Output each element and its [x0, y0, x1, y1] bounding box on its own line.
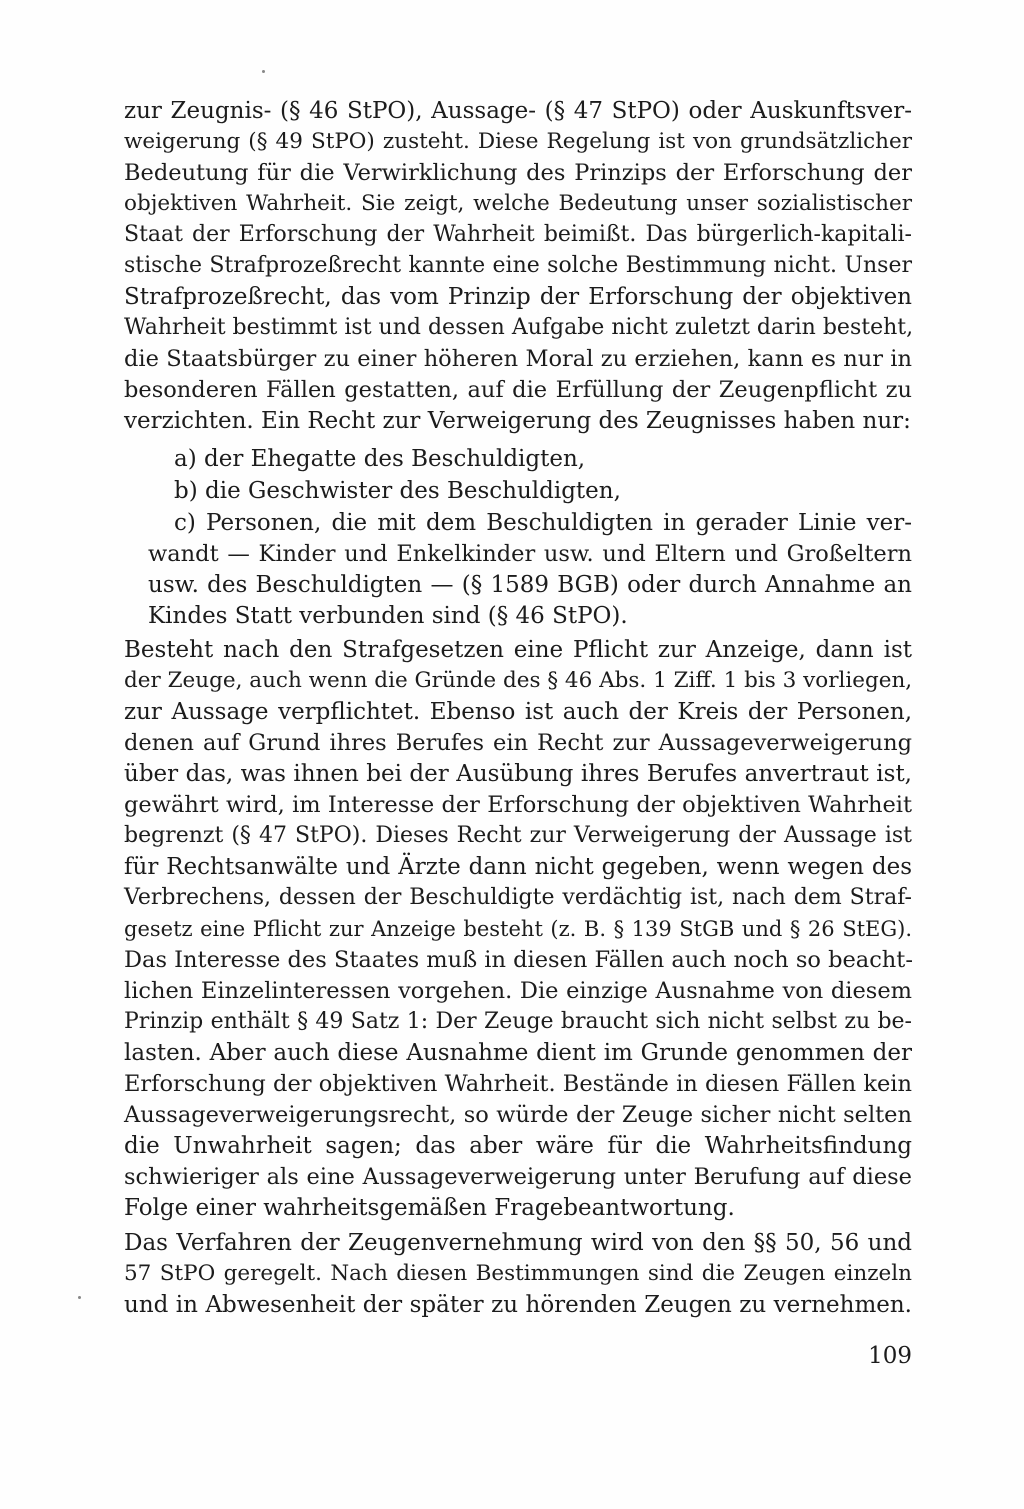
list-item-continuation: usw. des Beschuldigten — (§ 1589 BGB) oder durch Annahme an	[148, 572, 912, 598]
text-line: Aussageverweigerungsrecht, so würde der Zeuge sicher nicht selten	[124, 1102, 912, 1128]
text-line: zur Aussage verpflichtet. Ebenso ist auch der Kreis der Personen,	[124, 699, 912, 725]
text-line: zur Zeugnis- (§ 46 StPO), Aussage- (§ 47 StPO) oder Auskunftsver-	[124, 98, 912, 124]
text-line: Folge einer wahrheitsgemäßen Fragebeantwortung.	[124, 1195, 735, 1221]
text-line: verzichten. Ein Recht zur Verweigerung des Zeugnisses haben nur:	[124, 408, 911, 434]
text-line: lasten. Aber auch diese Ausnahme dient im Grunde genommen der	[124, 1040, 912, 1066]
text-line: der Zeuge, auch wenn die Gründe des § 46 Abs. 1 Ziff. 1 bis 3 vorliegen,	[124, 668, 913, 693]
list-item: a) der Ehegatte des Beschuldigten,	[174, 446, 586, 472]
text-line: Staat der Erforschung der Wahrheit beimißt. Das bürgerlich-kapitali-	[124, 222, 912, 247]
text-line: besonderen Fällen gestatten, auf die Erfüllung der Zeugenpflicht zu	[124, 377, 912, 403]
text-line: objektiven Wahrheit. Sie zeigt, welche Bedeutung unser sozialistischer	[124, 191, 912, 216]
text-line: denen auf Grund ihres Berufes ein Recht zur Aussageverweigerung	[124, 730, 912, 756]
speck-mark	[262, 70, 265, 73]
list-item: c) Personen, die mit dem Beschuldigten in gerader Linie ver-	[174, 510, 912, 536]
text-line: Strafprozeßrecht, das vom Prinzip der Erforschung der objektiven	[124, 284, 912, 310]
text-line: Besteht nach den Strafgesetzen eine Pflicht zur Anzeige, dann ist	[124, 637, 912, 663]
text-line: die Staatsbürger zu einer höheren Moral zu erziehen, kann es nur in	[124, 346, 912, 372]
list-item-continuation: wandt — Kinder und Enkelkinder usw. und Eltern und Großeltern	[148, 541, 912, 567]
text-line: Verbrechens, dessen der Beschuldigte verdächtig ist, nach dem Straf-	[124, 885, 912, 910]
text-line: weigerung (§ 49 StPO) zusteht. Diese Regelung ist von grundsätzlicher	[124, 129, 912, 154]
text-line: über das, was ihnen bei der Ausübung ihres Berufes anvertraut ist,	[124, 761, 912, 787]
text-line: stische Strafprozeßrecht kannte eine solche Bestimmung nicht. Unser	[124, 253, 912, 278]
text-line: gesetz eine Pflicht zur Anzeige besteht (z. B. § 139 StGB und § 26 StEG).	[124, 917, 912, 941]
text-line: Wahrheit bestimmt ist und dessen Aufgabe nicht zuletzt darin besteht,	[124, 315, 914, 340]
text-line: die Unwahrheit sagen; das aber wäre für die Wahrheitsfindung	[124, 1133, 912, 1159]
text-line: Bedeutung für die Verwirklichung des Prinzips der Erforschung der	[124, 160, 912, 186]
text-line: begrenzt (§ 47 StPO). Dieses Recht zur Verweigerung der Aussage ist	[124, 823, 912, 848]
page-number: 109	[868, 1343, 912, 1369]
text-line: Das Verfahren der Zeugenvernehmung wird von den §§ 50, 56 und	[124, 1230, 912, 1256]
list-item: b) die Geschwister des Beschuldigten,	[174, 478, 621, 504]
text-line: Das Interesse des Staates muß in diesen Fällen auch noch so beacht-	[124, 947, 913, 973]
text-line: Erforschung der objektiven Wahrheit. Bestände in diesen Fällen kein	[124, 1071, 912, 1097]
text-line: schwieriger als eine Aussageverweigerung unter Berufung auf diese	[124, 1164, 912, 1190]
text-line: für Rechtsanwälte und Ärzte dann nicht gegeben, wenn wegen des	[124, 854, 912, 880]
text-line: lichen Einzelinteressen vorgehen. Die einzige Ausnahme von diesem	[124, 978, 912, 1004]
text-line: und in Abwesenheit der später zu hörenden Zeugen zu vernehmen.	[124, 1292, 912, 1318]
text-line: Prinzip enthält § 49 Satz 1: Der Zeuge braucht sich nicht selbst zu be-	[124, 1009, 912, 1034]
speck-mark	[78, 1296, 81, 1299]
text-line: 57 StPO geregelt. Nach diesen Bestimmungen sind die Zeugen einzeln	[124, 1261, 912, 1286]
list-item-continuation: Kindes Statt verbunden sind (§ 46 StPO).	[148, 603, 628, 629]
text-line: gewährt wird, im Interesse der Erforschung der objektiven Wahrheit	[124, 792, 912, 818]
